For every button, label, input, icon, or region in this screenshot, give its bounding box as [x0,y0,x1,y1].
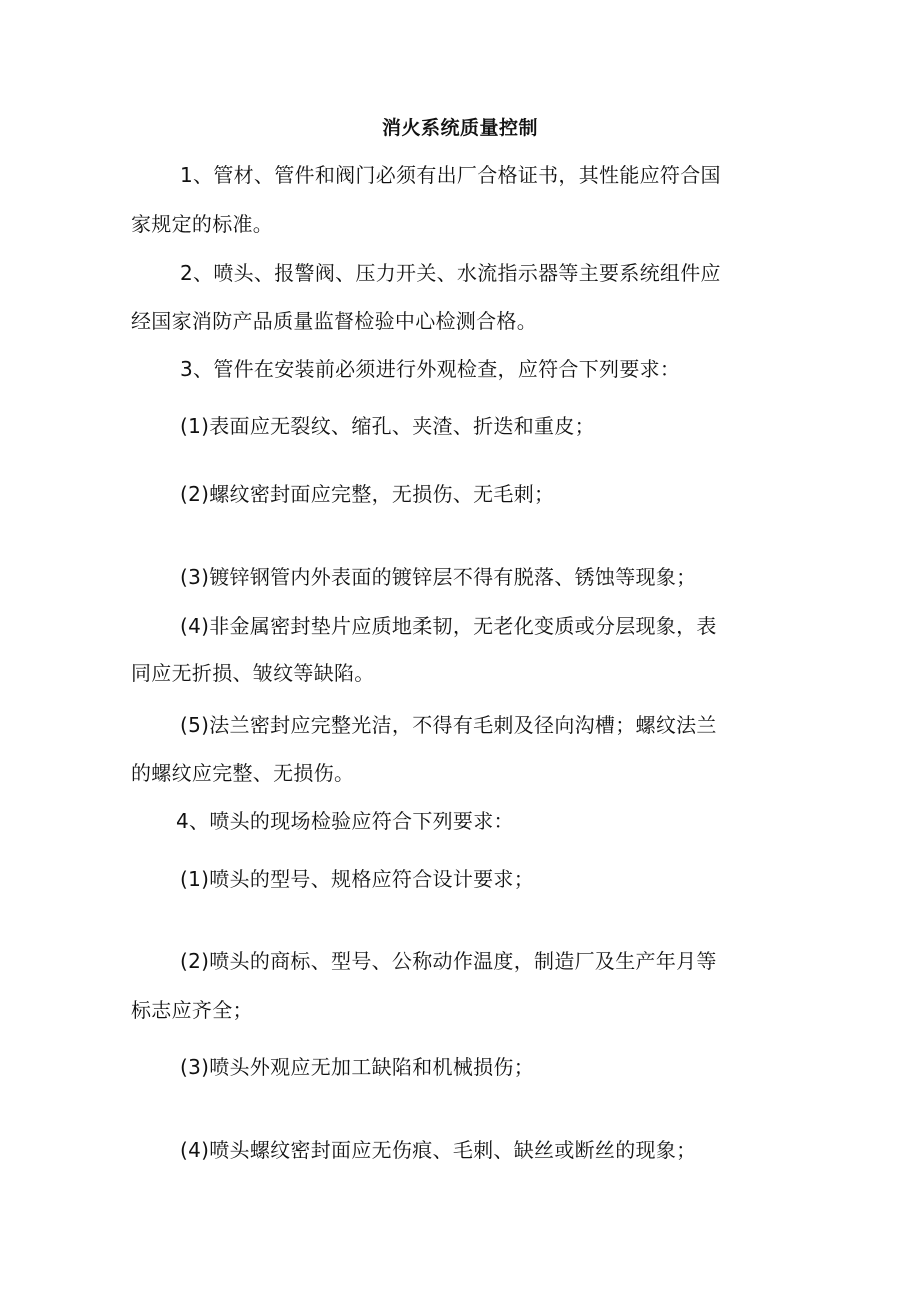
paragraph-line: 标志应齐全； [131,998,253,1022]
paragraph-line: 家规定的标准。 [131,212,274,236]
list-item: (2)喷头的商标、型号、公称动作温度，制造厂及生产年月等 [180,949,717,973]
paragraph-line: 经国家消防产品质量监督检验中心检测合格。 [131,309,537,333]
list-item: (3)镀锌钢管内外表面的镀锌层不得有脱落、锈蚀等现象； [180,565,697,589]
paragraph-line: 1、管材、管件和阀门必须有出厂合格证书，其性能应符合国 [180,163,721,187]
paragraph-line: 的螺纹应完整、无损伤。 [131,761,355,785]
list-item: (2)螺纹密封面应完整，无损伤、无毛刺； [180,482,555,506]
paragraph-line: 3、管件在安装前必须进行外观检查，应符合下列要求： [180,357,681,381]
list-item: (4)非金属密封垫片应质地柔韧，无老化变质或分层现象，表 [180,614,717,638]
list-item: (5)法兰密封应完整光洁，不得有毛刺及径向沟槽；螺纹法兰 [180,713,717,737]
paragraph-line: 同应无折损、皱纹等缺陷。 [131,661,375,685]
list-item: (4)喷头螺纹密封面应无伤痕、毛刺、缺丝或断丝的现象； [180,1138,697,1162]
list-item: (3)喷头外观应无加工缺陷和机械损伤； [180,1055,535,1079]
list-item: (1)喷头的型号、规格应符合设计要求； [180,867,535,891]
document-title: 消火系统质量控制 [381,117,538,139]
list-item: (1)表面应无裂纹、缩孔、夹渣、折迭和重皮； [180,414,595,438]
paragraph-line: 4、喷头的现场检验应符合下列要求： [176,809,514,833]
paragraph-line: 2、喷头、报警阀、压力开关、水流指示器等主要系统组件应 [180,261,721,285]
